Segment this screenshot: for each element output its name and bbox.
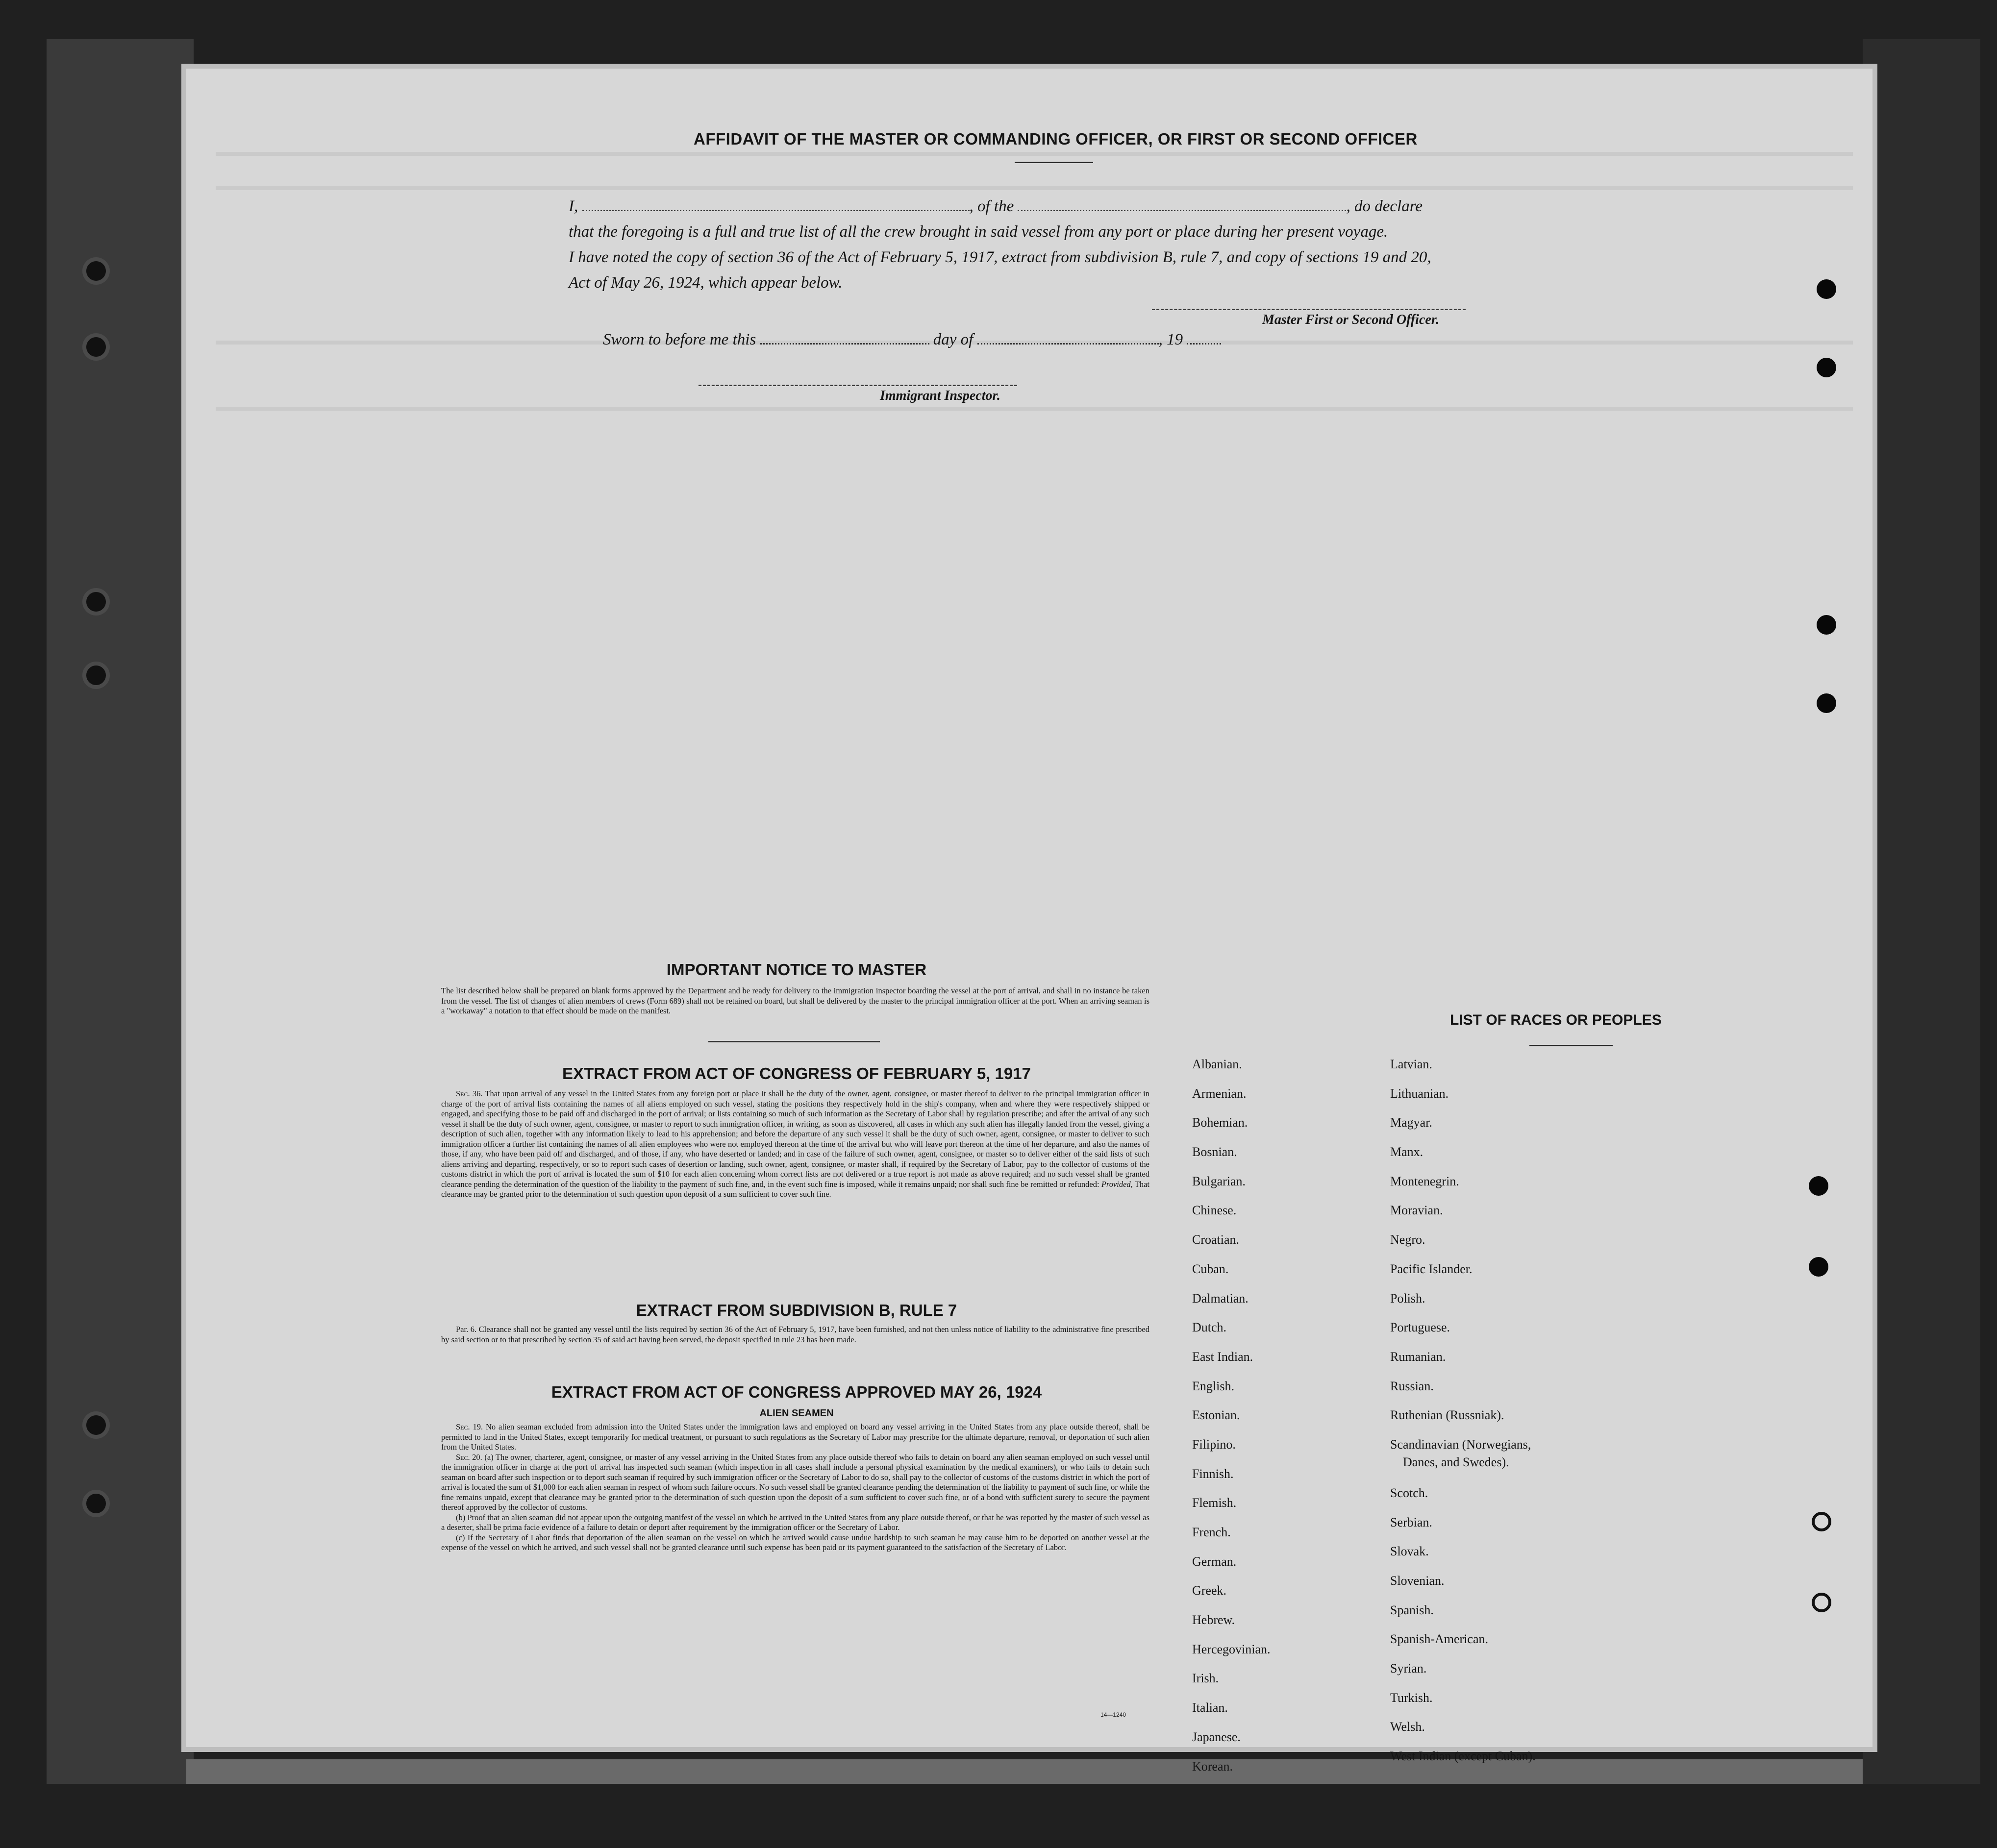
race-item: Welsh.: [1390, 1720, 1425, 1734]
sec-20-label: Sec. 20.: [456, 1452, 482, 1462]
race-item: Magyar.: [1390, 1115, 1432, 1130]
binding-hole-icon: [82, 333, 110, 361]
punch-hole-icon: [1809, 1257, 1828, 1277]
sec-20a-paragraph: [441, 1453, 1149, 1513]
race-item: Dutch.: [1192, 1320, 1227, 1335]
alien-seamen-subtitle: ALIEN SEAMEN: [759, 1408, 834, 1419]
races-title: LIST OF RACES OR PEOPLES: [1450, 1012, 1662, 1028]
affidavit-line-3: I have noted the copy of section 36 of the Act of February 5, 1917, extract from subdivision B, rule 7, and copy of sections 19 and 20,: [569, 248, 1431, 266]
sworn-day-field[interactable]: [760, 339, 929, 345]
race-item: Russian.: [1390, 1379, 1434, 1393]
race-item: Korean.: [1192, 1759, 1233, 1774]
extract-rule7-text: Par. 6. Clearance shall not be granted any vessel until the lists required by section 36 of the Act of February 5, 1917, have been furnished, and not then unless notice of liability to the administrative fine prescribed by said section or to that prescribed by section 35 of said act having been served, the deposit specified in rule 23 has been made.: [441, 1325, 1149, 1344]
extract-1924-text: [441, 1422, 1149, 1553]
races-rule: [1529, 1045, 1613, 1046]
punch-hole-icon: [1817, 279, 1836, 299]
master-signature-label: Master First or Second Officer.: [1262, 312, 1440, 327]
bleed-through-line: [216, 152, 1853, 156]
notice-title: IMPORTANT NOTICE TO MASTER: [666, 961, 927, 979]
sec-36-text-end: That clearance may be granted prior to the determination of such question upon deposit of a sum sufficient to cover such fine.: [441, 1179, 1150, 1199]
race-item: Manx.: [1390, 1145, 1423, 1159]
binder-strip-right: [1863, 39, 1980, 1784]
officer-name-field[interactable]: [582, 206, 970, 211]
bleed-through-line: [216, 186, 1853, 190]
race-item: Turkish.: [1390, 1690, 1433, 1705]
race-item: Filipino.: [1192, 1437, 1236, 1452]
race-item: Rumanian.: [1390, 1349, 1446, 1364]
sec-20c-paragraph: (c) If the Secretary of Labor finds that deportation of the alien seaman on the vessel on which he arrived would cause undue hardship to such seaman he may cause him to be deported on another vessel at the expense of the vessel on which he arrived, and such vessel shall not be granted clearance until such expense has been paid or its payment guaranteed to the satisfaction of the Secretary of Labor.: [441, 1532, 1149, 1552]
race-item: Syrian.: [1390, 1661, 1427, 1676]
race-item: Bosnian.: [1192, 1145, 1237, 1159]
sworn-prefix-label: Sworn to before me this: [603, 331, 756, 348]
affidavit-body: [569, 194, 1588, 296]
sworn-day-label: day of: [933, 331, 974, 348]
sworn-month-field[interactable]: [977, 339, 1159, 345]
inspector-signature-label: Immigrant Inspector.: [880, 388, 1000, 403]
affidavit-title: AFFIDAVIT OF THE MASTER OR COMMANDING OFFICER, OR FIRST OR SECOND OFFICER: [694, 130, 1418, 148]
form-number: 14—1240: [1100, 1711, 1126, 1718]
binder-strip-left: [47, 39, 194, 1784]
title-rule: [1015, 162, 1093, 163]
race-item: Bulgarian.: [1192, 1174, 1246, 1188]
race-item: Finnish.: [1192, 1466, 1234, 1481]
punch-hole-icon: [1812, 1512, 1831, 1531]
sec-19-paragraph: [441, 1422, 1149, 1453]
punch-hole-icon: [1817, 615, 1836, 635]
race-item: Spanish.: [1390, 1602, 1434, 1617]
provided-word: Provided,: [1101, 1179, 1133, 1189]
punch-hole-icon: [1809, 1176, 1828, 1196]
punch-hole-icon: [1817, 693, 1836, 713]
race-item: Bohemian.: [1192, 1115, 1248, 1130]
inspector-signature-field[interactable]: [699, 385, 1017, 386]
sec-20a-text: (a) The owner, charterer, agent, consignee, or master of any vessel arriving in the United States from any place outside thereof who fails to detain on board any alien seaman employed on such vessel until the immigration officer in charge at the port of arrival has inspected such seaman (which inspection in all cases shall include a personal physical examination by the medical examiners), or who fails to detain such seaman on board after such inspection or to deport such seaman if required by such immigration officer or the Secretary of Labor to do so, shall pay to the collector of customs of the customs district in which the port of arrival is located the sum of $1,000 for each alien seaman in respect of whom such failure occurs. No such vessel shall be granted clearance pending the determination of the liability to payment of such fine, or while the fine remains unpaid, except that clearance may be granted prior to the determination of such question upon the deposit of a sum sufficient to cover such fine, or of a bond with sufficient surety to secure the payment thereof approved by the collector of customs.: [441, 1452, 1150, 1512]
race-item: Scotch.: [1390, 1485, 1428, 1500]
race-item: Slovak.: [1390, 1544, 1429, 1559]
sworn-year-field[interactable]: [1187, 339, 1221, 345]
race-item: Hebrew.: [1192, 1613, 1235, 1627]
race-item: Cuban.: [1192, 1261, 1229, 1276]
sec-20b-paragraph: (b) Proof that an alien seaman did not appear upon the outgoing manifest of the vessel on which he arrived in the United States from any place outside thereof, or that he was reported by the master of such vessel as a deserter, shall be prima facie evidence of a failure to detain or deport after requirement by the immigration officer or the Secretary of Labor.: [441, 1512, 1149, 1532]
binding-hole-icon: [82, 257, 110, 285]
notice-text: The list described below shall be prepared on blank forms approved by the Department and be ready for delivery to the immigration inspector boarding the vessel at the port of arrival, and shall in no instance be taken from the vessel. The list of changes of alien members of crews (Form 689) shall not be retained on board, but shall be delivered by the master to the principal immigration officer at the port. When an arriving seaman is a "workaway" a notation to that effect should be made on the manifest.: [441, 986, 1149, 1015]
race-item: Flemish.: [1192, 1496, 1237, 1510]
race-item: Armenian.: [1192, 1086, 1247, 1101]
race-item: Irish.: [1192, 1671, 1219, 1686]
binding-hole-icon: [82, 1411, 110, 1439]
affidavit-line-4: Act of May 26, 1924, which appear below.: [569, 274, 843, 292]
races-column-right: [1390, 1050, 1596, 1771]
declaration-line: [569, 194, 1588, 219]
races-column-left: [1192, 1050, 1398, 1781]
binding-hole-icon: [82, 662, 110, 689]
manifest-page: [186, 69, 1872, 1774]
race-item: Lithuanian.: [1390, 1086, 1449, 1101]
notice-rule: [708, 1041, 880, 1042]
declare-i-label: I,: [569, 197, 578, 215]
sec-36-text: That upon arrival of any vessel in the United States from any foreign port or place it shall be the duty of the owner, agent, consignee, or master thereof to deliver to the principal immigration officer in charge of the port of arrival lists containing the names of all aliens employed on such vessel, stating the positions they respectively hold in the ship's company, when and where they were respectively shipped or engaged, and specifying those to be paid off and discharged in the port of arrival; or lists containing so much of such information as the Secretary of Labor shall by regulation prescribe; and after the arrival of any such vessel it shall be the duty of such owner, agent, consignee, or master to report to such immigration officer, in writing, as soon as discovered, all cases in which any such alien has illegally landed from the vessel, giving a description of such alien, together with any information likely to lead to his apprehension; and before the departure of any such vessel it shall be the duty of such owner, agent, consignee, or master to deliver to such immigration officer a further list containing the names of all alien employees who were not employed thereon at the time of the arrival but who will leave port thereon at the time of her departure, and also the names of those, if any, who have been paid off and discharged, and of those, if any, who have deserted or landed; and in case of the failure of such owner, agent, consignee, or master so to deliver either of the said lists of such aliens arriving and departing, respectively, or so to report such cases of desertion or landing, such owner, agent, consignee, or master shall, if required by the Secretary of Labor, pay to the collector of customs of the customs district in which the port of arrival is located the sum of $10 for each alien concerning whom correct lists are not delivered or a true report is not made as above required; and no such vessel shall be granted clearance pending the determination of the question of the liability to the payment of such fine, and, in the event such fine is imposed, while it remains unpaid; nor shall such fine be remitted or refunded:: [441, 1089, 1149, 1189]
race-item: Scandinavian (Norwegians,: [1390, 1437, 1531, 1452]
race-item: Albanian.: [1192, 1057, 1242, 1071]
master-signature-field[interactable]: [1152, 309, 1466, 310]
race-item: Pacific Islander.: [1390, 1261, 1473, 1276]
binding-hole-icon: [82, 588, 110, 616]
race-item: West Indian (except Cuban).: [1390, 1749, 1536, 1764]
race-item: Ruthenian (Russniak).: [1390, 1408, 1504, 1423]
race-item: Hercegovinian.: [1192, 1642, 1271, 1656]
sec-19-label: Sec. 19.: [456, 1422, 483, 1431]
race-item: Slovenian.: [1390, 1574, 1445, 1588]
race-item: English.: [1192, 1379, 1234, 1393]
race-item: German.: [1192, 1554, 1237, 1569]
sworn-line: [603, 331, 1221, 349]
race-item: Danes, and Swedes).: [1403, 1454, 1509, 1469]
race-item: Croatian.: [1192, 1232, 1240, 1247]
race-item: Portuguese.: [1390, 1320, 1450, 1335]
race-item: Chinese.: [1192, 1203, 1237, 1218]
extract-rule7-title: EXTRACT FROM SUBDIVISION B, RULE 7: [636, 1301, 957, 1319]
sec-36-label: Sec. 36.: [456, 1089, 483, 1098]
affidavit-line-2: that the foregoing is a full and true list of all the crew brought in said vessel from any port or place during her present voyage.: [569, 223, 1388, 241]
punch-hole-icon: [1817, 358, 1836, 377]
race-item: Montenegrin.: [1390, 1174, 1459, 1188]
vessel-name-field[interactable]: [1018, 206, 1346, 211]
extract-1917-text: [441, 1089, 1149, 1200]
race-item: Japanese.: [1192, 1729, 1241, 1744]
race-item: East Indian.: [1192, 1349, 1253, 1364]
declare-of-label: , of the: [969, 197, 1014, 215]
page-bottom-edge: [186, 1759, 1863, 1784]
race-item: Latvian.: [1390, 1057, 1432, 1071]
race-item: French.: [1192, 1525, 1231, 1539]
binding-hole-icon: [82, 1490, 110, 1517]
race-item: Spanish-American.: [1390, 1632, 1489, 1647]
race-item: Serbian.: [1390, 1515, 1432, 1529]
race-item: Italian.: [1192, 1700, 1228, 1715]
race-item: Dalmatian.: [1192, 1291, 1248, 1306]
extract-1924-title: EXTRACT FROM ACT OF CONGRESS APPROVED MAY 26, 1924: [551, 1383, 1042, 1401]
extract-1917-title: EXTRACT FROM ACT OF CONGRESS OF FEBRUARY 5, 1917: [562, 1064, 1031, 1083]
bleed-through-line: [216, 407, 1853, 411]
race-item: Negro.: [1390, 1232, 1425, 1247]
race-item: Greek.: [1192, 1583, 1227, 1598]
punch-hole-icon: [1812, 1593, 1831, 1612]
declare-end-label: , do declare: [1346, 197, 1423, 215]
sec-19-text: No alien seaman excluded from admission into the United States under the immigration laws and employed on board any vessel arriving in the United States from any place outside thereof, shall be permitted to land in the United States, except temporarily for medical treatment, or pursuant to such regulations as the Secretary of Labor may prescribe for the ultimate departure, removal, or deportation of such alien from the United States.: [441, 1422, 1150, 1452]
race-item: Estonian.: [1192, 1408, 1240, 1423]
sworn-year-label: , 19: [1158, 331, 1183, 348]
race-item: Moravian.: [1390, 1203, 1443, 1218]
race-item: Polish.: [1390, 1291, 1425, 1306]
